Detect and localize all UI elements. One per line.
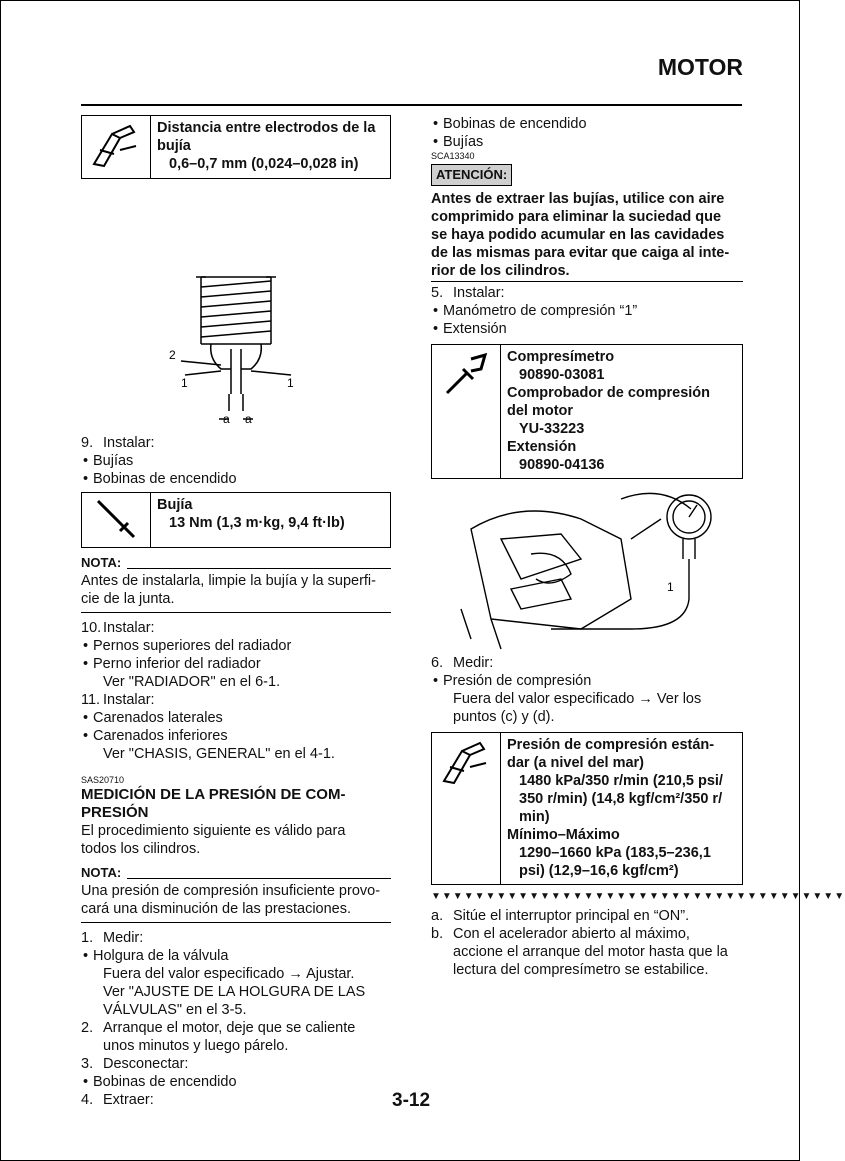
- bullet-item: • Bobinas de encendido: [81, 470, 391, 488]
- spec-value: 350 r/min) (14,8 kgf/cm²/350 r/: [519, 791, 723, 807]
- step-11: 11. Instalar:: [81, 692, 155, 708]
- left-column: [81, 115, 391, 1109]
- bullet-item: • Bobinas de encendido: [431, 115, 743, 133]
- nota-text: Antes de instalarla, limpie la bujía y la superfi-: [81, 573, 376, 589]
- spark-plug-figure: [81, 179, 391, 434]
- reference-text: puntos (c) y (d).: [453, 709, 555, 725]
- bullet-item: • Perno inferior del radiador: [81, 655, 391, 673]
- caution-text: rior de los cilindros.: [431, 263, 570, 279]
- reference-text: VÁLVULAS" en el 3-5.: [103, 1002, 247, 1018]
- spec-value: 90890-03081: [519, 367, 605, 383]
- caliper-icon: [432, 733, 501, 884]
- spec-label: Presión de compresión están-: [507, 737, 715, 753]
- spec-label: dar (a nivel del mar): [507, 755, 644, 771]
- bullet-item: • Bobinas de encendido: [81, 1073, 391, 1091]
- spec-value: 1290–1660 kPa (183,5–236,1: [519, 845, 711, 861]
- step-5: 5. Instalar:: [431, 285, 505, 301]
- step-3: 3. Desconectar:: [81, 1056, 189, 1072]
- compression-gauge-figure: [431, 479, 743, 654]
- fig-label: 1: [181, 376, 188, 390]
- caution-text: se haya podido acumular en las cavidades: [431, 227, 725, 243]
- fig-label: 2: [169, 348, 176, 362]
- page-number: 3-12: [392, 1090, 431, 1111]
- spec-value: YU-33223: [519, 421, 585, 437]
- spec-value: psi) (12,9–16,6 kgf/cm²): [519, 863, 679, 879]
- spec-label: Comprobador de compresión: [507, 385, 711, 401]
- fig-label: 1: [287, 376, 294, 390]
- step-2: 2. Arranque el motor, deje que se caliente: [81, 1020, 356, 1036]
- step-text: accione el arranque del motor hasta que la: [453, 944, 728, 960]
- fig-label: a: [223, 412, 230, 426]
- nota-rule: [81, 922, 391, 923]
- section-heading: MEDICIÓN DE LA PRESIÓN DE COM-: [81, 786, 346, 803]
- section-heading: PRESIÓN: [81, 804, 149, 821]
- bullet-item: • Bujías: [81, 452, 391, 470]
- nota-label: NOTA:: [81, 554, 391, 572]
- bullet-item: • Bujías: [431, 133, 743, 151]
- bullet-item: • Extensión: [431, 320, 743, 338]
- step-1: 1. Medir:: [81, 930, 144, 946]
- nota-rule: [81, 612, 391, 613]
- spec-label: del motor: [507, 403, 574, 419]
- caution-rule: [431, 281, 743, 282]
- section-title: MOTOR: [657, 54, 743, 80]
- reference-text: Ver "RADIADOR" en el 6-1.: [103, 674, 281, 690]
- header-rule: [81, 104, 742, 106]
- reference-text: Fuera del valor especificado → Ajustar.: [103, 966, 355, 982]
- bullet-item: • Pernos superiores del radiador: [81, 637, 391, 655]
- step-4: 4. Extraer:: [81, 1092, 154, 1108]
- caution-text: comprimido para eliminar la suciedad que: [431, 209, 722, 225]
- nota-text: cie de la junta.: [81, 591, 175, 607]
- reference-text: Fuera del valor especificado → Ver los: [453, 691, 702, 707]
- section-code: SAS20710: [81, 775, 125, 785]
- arrow-divider: ▼▼▼▼▼▼▼▼▼▼▼▼▼▼▼▼▼▼▼▼▼▼▼▼▼▼▼▼▼▼▼▼▼▼▼▼▼▼: [431, 891, 845, 902]
- reference-text: Ver "AJUSTE DE LA HOLGURA DE LAS: [103, 984, 366, 1000]
- nota-label: NOTA:: [81, 864, 391, 882]
- spec-box-torque: [81, 492, 391, 548]
- caution-code: SCA13340: [431, 151, 475, 161]
- step-text: lectura del compresímetro se estabilice.: [453, 962, 709, 978]
- step-10: 10. Instalar:: [81, 620, 155, 636]
- bullet-item: • Holgura de la válvula: [81, 947, 391, 965]
- fig-label: a: [245, 412, 252, 426]
- spec-value: 1480 kPa/350 r/min (210,5 psi/: [519, 773, 723, 789]
- bullet-item: • Carenados inferiores: [81, 727, 391, 745]
- spec-value: 0,6–0,7 mm (0,024–0,028 in): [169, 156, 359, 172]
- caliper-icon: [82, 116, 151, 178]
- spec-value: 13 Nm (1,3 m·kg, 9,4 ft·lb): [169, 515, 345, 531]
- spec-label: Compresímetro: [507, 349, 615, 365]
- substep-b: b. Con el acelerador abierto al máximo,: [431, 926, 690, 942]
- nota-text: Una presión de compresión insuficiente provo-: [81, 883, 381, 899]
- spec-box-spark-gap: [81, 115, 391, 179]
- spec-label: Distancia entre electrodos de la: [157, 120, 376, 136]
- spec-value: 90890-04136: [519, 457, 605, 473]
- caution-badge: ATENCIÓN:: [431, 164, 512, 186]
- spec-label: bujía: [157, 138, 191, 154]
- intro-text: El procedimiento siguiente es válido para: [81, 823, 346, 839]
- step-9: 9. Instalar:: [81, 435, 155, 451]
- step-text: unos minutos y luego párelo.: [103, 1038, 289, 1054]
- step-6: 6. Medir:: [431, 655, 494, 671]
- substep-a: a. Sitúe el interruptor principal en “ON”.: [431, 908, 690, 924]
- reference-text: Ver "CHASIS, GENERAL" en el 4-1.: [103, 746, 335, 762]
- bullet-item: • Manómetro de compresión “1”: [431, 302, 743, 320]
- bullet-item: • Carenados laterales: [81, 709, 391, 727]
- fig-label: 1: [667, 580, 674, 594]
- right-column: [431, 115, 845, 979]
- spec-box-tools: [431, 344, 743, 479]
- torque-wrench-icon: [82, 493, 151, 547]
- spec-label: Mínimo–Máximo: [507, 827, 620, 843]
- caution-text: Antes de extraer las bujías, utilice con aire: [431, 191, 725, 207]
- tool-icon: [432, 345, 501, 478]
- spec-label: Bujía: [157, 497, 193, 513]
- caution-text: de las mismas para evitar que caiga al inte-: [431, 245, 730, 261]
- spec-label: Extensión: [507, 439, 577, 455]
- spec-value: min): [519, 809, 550, 825]
- bullet-item: • Presión de compresión: [431, 672, 743, 690]
- spec-box-compression: [431, 732, 743, 885]
- intro-text: todos los cilindros.: [81, 841, 201, 857]
- nota-text: cará una disminución de las prestaciones.: [81, 901, 352, 917]
